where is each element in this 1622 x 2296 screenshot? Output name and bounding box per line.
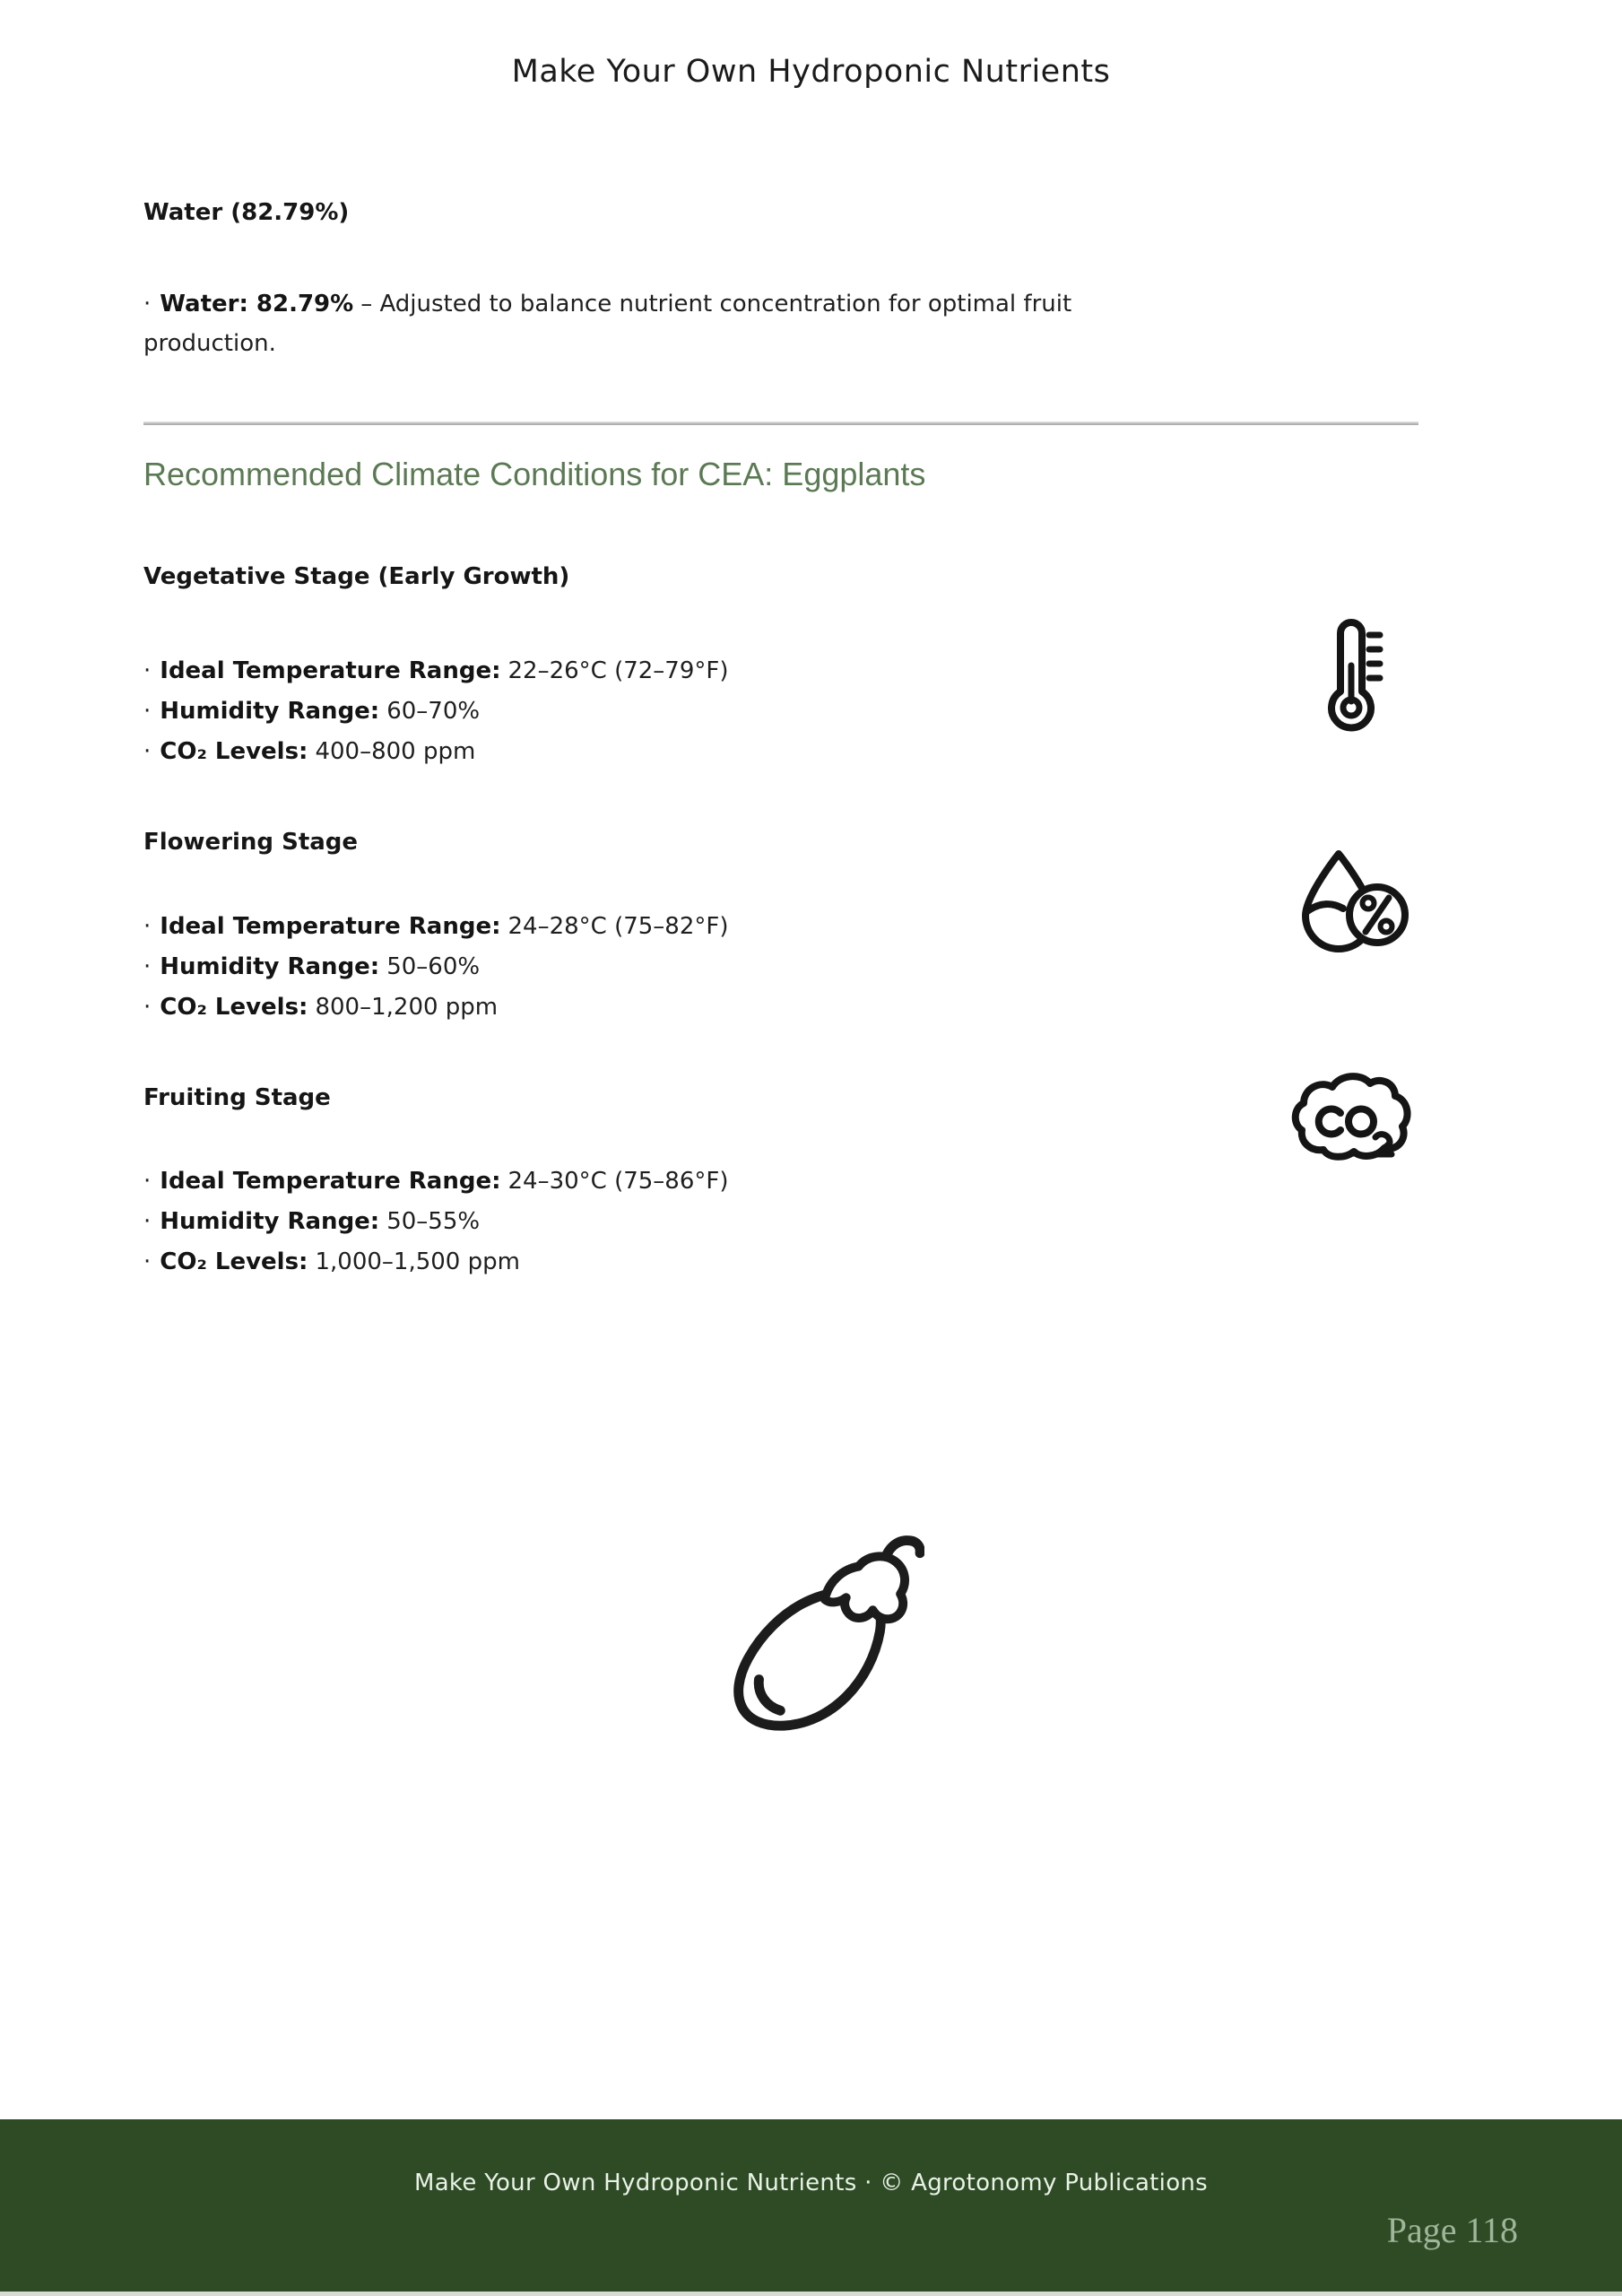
list-item xyxy=(143,1242,728,1283)
list-item xyxy=(143,691,728,732)
bullet-label: CO₂ Levels: xyxy=(160,738,308,765)
bullet-dot: · xyxy=(143,738,152,765)
list-item xyxy=(143,1161,728,1202)
bullet-label: CO₂ Levels: xyxy=(160,1248,308,1275)
page-header-title: Make Your Own Hydroponic Nutrients xyxy=(511,54,1111,90)
page-bottom-edge xyxy=(0,2292,1622,2296)
stage-bullets-flowering xyxy=(143,907,728,1028)
stage-heading-vegetative: Vegetative Stage (Early Growth) xyxy=(143,563,570,590)
list-item xyxy=(143,987,728,1028)
bullet-dot: · xyxy=(143,913,152,940)
bullet-dot: · xyxy=(143,291,152,317)
bullet-label: Ideal Temperature Range: xyxy=(160,913,501,940)
co2-cloud-icon xyxy=(1289,1069,1417,1164)
bullet-dot: · xyxy=(143,657,152,684)
water-bullet-line xyxy=(143,284,1071,324)
bullet-value: 800–1,200 ppm xyxy=(315,994,499,1021)
bullet-value: 24–30°C (75–86°F) xyxy=(507,1168,729,1195)
bullet-dot: · xyxy=(143,994,152,1021)
stage-bullets-vegetative xyxy=(143,651,728,772)
bullet-value: 24–28°C (75–82°F) xyxy=(507,913,729,940)
bullet-value: 22–26°C (72–79°F) xyxy=(507,657,729,684)
stage-heading-fruiting: Fruiting Stage xyxy=(143,1084,331,1111)
list-item xyxy=(143,1202,728,1242)
list-item xyxy=(143,907,728,947)
footer-text: Make Your Own Hydroponic Nutrients · © Agrotonomy Publications xyxy=(413,2170,1209,2196)
bullet-label: Ideal Temperature Range: xyxy=(160,1168,501,1195)
bullet-value: 50–60% xyxy=(386,953,481,980)
thermometer-icon xyxy=(1325,615,1384,734)
stage-heading-flowering: Flowering Stage xyxy=(143,829,359,856)
bullet-label: Humidity Range: xyxy=(160,698,380,725)
list-item xyxy=(143,651,728,691)
bullet-label: CO₂ Levels: xyxy=(160,994,308,1021)
bullet-value: 400–800 ppm xyxy=(315,738,476,765)
bullet-label: Humidity Range: xyxy=(160,1208,380,1235)
water-bullet-text: – Adjusted to balance nutrient concentration for optimal fruit xyxy=(360,291,1072,317)
bullet-dot: · xyxy=(143,1248,152,1275)
bullet-value: 1,000–1,500 ppm xyxy=(315,1248,520,1275)
page-footer xyxy=(0,2119,1622,2296)
bullet-value: 50–55% xyxy=(386,1208,481,1235)
bullet-dot: · xyxy=(143,1208,152,1235)
eggplant-icon xyxy=(702,1518,924,1740)
water-bullet-line2: production. xyxy=(143,330,276,357)
water-paragraph xyxy=(143,284,1071,363)
bullet-dot: · xyxy=(143,698,152,725)
stage-bullets-fruiting xyxy=(143,1161,728,1283)
list-item xyxy=(143,947,728,987)
water-heading: Water (82.79%) xyxy=(143,199,350,226)
bullet-dot: · xyxy=(143,1168,152,1195)
humidity-percent-icon xyxy=(1297,847,1413,961)
bullet-label: Ideal Temperature Range: xyxy=(160,657,501,684)
water-bullet-label: Water: 82.79% xyxy=(160,291,354,317)
page-number: Page 118 xyxy=(1386,2210,1518,2250)
bullet-value: 60–70% xyxy=(386,698,481,725)
section-divider xyxy=(143,422,1418,425)
list-item xyxy=(143,732,728,772)
bullet-dot: · xyxy=(143,953,152,980)
climate-section-heading: Recommended Climate Conditions for CEA: Eggplants xyxy=(143,456,926,492)
bullet-label: Humidity Range: xyxy=(160,953,380,980)
